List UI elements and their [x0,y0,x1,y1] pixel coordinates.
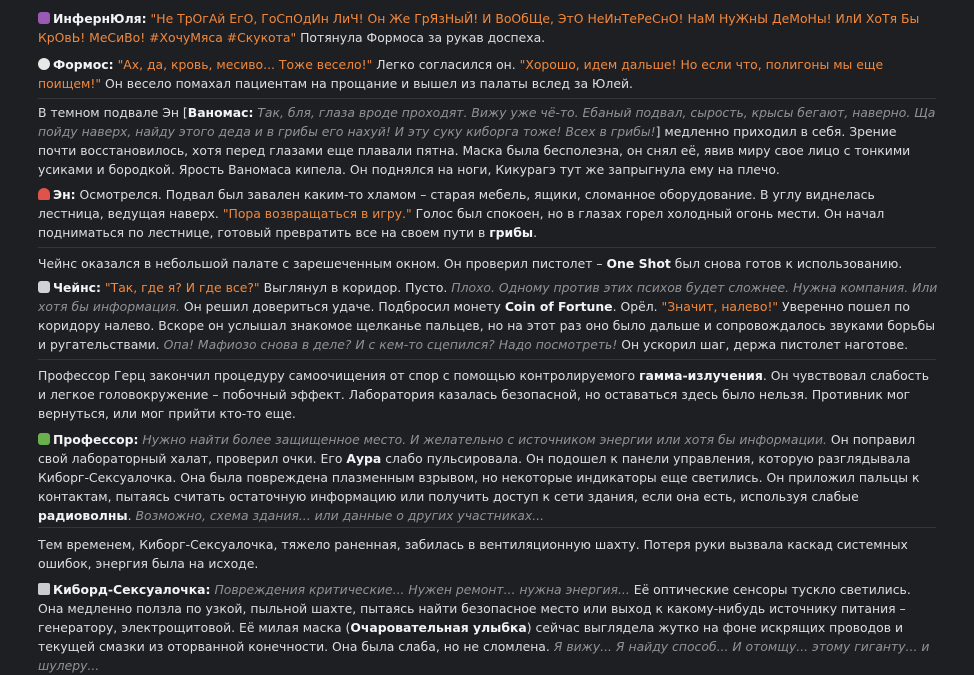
speaker-name: Формос: [53,57,114,72]
message-professor-intro [38,366,938,423]
narration: Тем временем, Киборг-Сексуалочка, тяжело раненная, забилась в вентиляционную шахту. Потеря руки вызвала каскад системных ошибок, энергия была на исходе. [38,537,908,571]
narration: Он ускорил шаг, держа пистолет наготове. [617,337,909,352]
divider [38,527,936,528]
narration: В темном подвале Эн [ [38,105,188,120]
emphasis: Очаровательная улыбка [350,620,527,635]
message-cyborg [38,580,938,675]
dialogue: "Пора возвращаться в игру." [222,206,412,221]
dialogue: "Значит, налево!" [661,299,779,314]
dialogue: "Не ТрОгАй ЕгО, ГоСпОдИн ЛиЧ! Он Же ГрЯзНыЙ! И ВоОбЩе, ЭтО НеИнТеРеСнО! НаМ НуЖнЫ ДеМоНы! ИлИ ХоТя Бы КрОвЬ! МеСиВо! #ХочуМяса #Скукота" [38,11,920,45]
speaker-name: Чейнс: [53,280,101,295]
thought: Так, бля, глаза вроде проходят. Вижу уже чё-то. Ебаный подвал, сырость, крысы бегают, наверно. Ща пойду наверх, найду этого деда и в грибы его нахуй! И эту суку киборга тоже! Всех в грибы! [38,105,936,139]
emphasis: грибы [489,225,534,240]
narration: Осмотрелся. Подвал был завален каким-то хламом – старая мебель, ящики, сломанное оборудование. В углу виднелась лестница, ведущая наверх. [38,187,875,221]
narration: Он весело помахал пациентам на прощание и вышел из палаты вслед за Юлей. [101,76,633,91]
narration: Выглянул в коридор. Пусто. [259,280,452,295]
speaker-name: Ваномас: [187,105,254,120]
dialogue: "Ах, да, кровь, месиво... Тоже весело!" [117,57,373,72]
narration: ) сейчас выглядела жутко на фоне искрящих проводов и текущей смазки из оторванной конечности. Она была слаба, но не сломлена. [38,620,904,654]
message-cheins-intro [38,254,938,273]
mushroom-icon [38,188,50,200]
dialogue: "Так, где я? И где все?" [104,280,260,295]
thought: Нужно найти более защищенное место. И желательно с источником энергии или хотя бы информации. [138,432,827,447]
message-professor [38,430,938,525]
demon-icon [38,12,50,24]
narration: слабо пульсировала. Он подошел к панели управления, которую разглядывала Киборг-Сексуалочка. Она была повреждена плазменным взрывом, но некоторые индикаторы еще светились. Он приложил пальцы к контактам, пытаясь считать остаточную информацию или получить доступ к сети здания, если она есть, используя слабые [38,451,920,504]
message-en [38,185,938,242]
narration: . Он чувствовал слабость и легкое головокружение – побочный эффект. Лаборатория казалась безопасной, но оставаться здесь было нельзя. Противник мог вернуться, или мог прийти кто-то еще. [38,368,930,421]
divider [38,247,936,248]
speaker-name: Эн: [53,187,76,202]
narration: был снова готов к использованию. [670,256,903,271]
item-name: Coin of Fortune [504,299,613,314]
thought: Я вижу... Я найду способ... И отомщу... этому гиганту... и шулеру... [38,639,930,673]
narration: Он поправил свой лабораторный халат, проверил очки. Его [38,432,916,466]
narration: Он решил довериться удаче. Подбросил монету [179,299,505,314]
narration: Чейнс оказался в небольшой палате с зарешеченным окном. Он проверил пистолет – [38,256,607,271]
narration: . [533,225,538,240]
narration: ] медленно приходил в себя. Зрение почти восстановилось, хотя перед глазами еще плавали пятна. Маска была бесполезна, он снял её, явив миру свое лицо с тонкими усиками и бородкой. Ярость Ваномаса кипела. Он поднялся на ноги, Кикурагэ тут же запрыгнула ему на плечо. [38,124,911,177]
narration: Уверенно пошел по коридору налево. Вскоре он услышал знакомое щелканье пальцев, но на этот раз оно было дальше и сопровождалось звуками борьбы и ругательствами. [38,299,936,352]
message-formos [38,55,938,93]
thought: Повреждения критические... Нужен ремонт... нужна энергия... [210,582,630,597]
divider [38,98,936,99]
robot-icon [38,583,50,595]
emphasis: гамма-излучения [639,368,763,383]
narration: Профессор Герц закончил процедуру самоочищения от спор с помощью контролируемого [38,368,640,383]
speaker-name: Профессор: [53,432,139,447]
speaker-name: Киборд-Сексуалочка: [53,582,211,597]
narration: Голос был спокоен, но в глазах горел холодный огонь мести. Он начал подниматься по лестнице, готовый превратить все на своем пути в [38,206,885,240]
narration: Потянула Формоса за рукав доспеха. [296,30,546,45]
narration: Её оптические сенсоры тускло светились. Она медленно ползла по узкой, пыльной шахте, пытаясь найти безопасное место или выход к какому-нибудь источнику питания – генератору, электрощитовой. Её милая маска ( [38,582,911,635]
thought: Возможно, схема здания... или данные о других участниках... [135,508,545,523]
narration: . Орёл. [612,299,662,314]
emphasis: радиоволны [38,508,128,523]
item-name: One Shot [606,256,671,271]
skull-icon [38,58,50,70]
thought: Опа! Мафиозо снова в деле? И с кем-то сцепился? Надо посмотреть! [163,337,618,352]
thought: Плохо. Одному против этих психов будет сложнее. Нужна компания. Или хотя бы информация. [38,280,938,314]
divider [38,359,936,360]
emphasis: Аура [346,451,382,466]
narration: Легко согласился он. [372,57,520,72]
message-infernyulya [38,9,938,47]
speaker-name: ИнфернЮля: [53,11,147,26]
message-cheins [38,278,938,354]
message-cyborg-intro [38,535,938,573]
dialogue: "Хорошо, идем дальше! Но если что, полигоны мы еще поищем!" [38,57,884,91]
dice-icon [38,281,50,293]
narration: . [127,508,136,523]
message-basement [38,103,938,179]
scientist-icon [38,433,50,445]
